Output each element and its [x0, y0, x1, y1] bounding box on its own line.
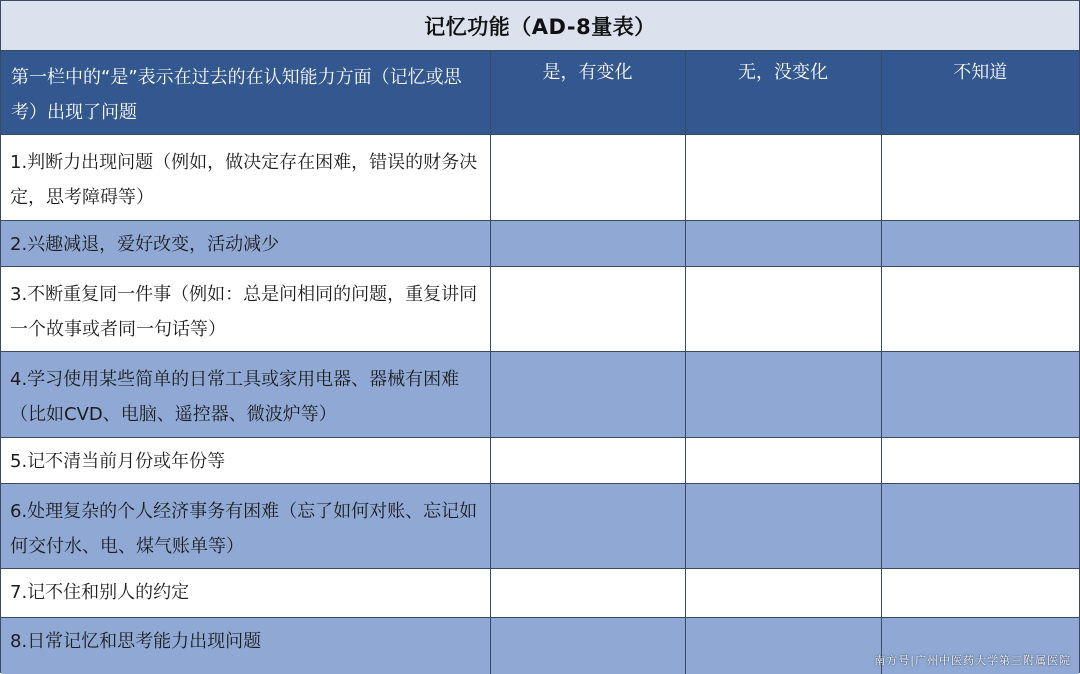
question-cell: 4.学习使用某些简单的日常工具或家用电器、器械有困难（比如CVD、电脑、遥控器、微波炉等） — [1, 351, 490, 437]
answer-cell-no[interactable] — [685, 437, 881, 483]
question-cell: 5.记不清当前月份或年份等 — [1, 437, 490, 483]
header-row — [1, 51, 1079, 134]
source-watermark: 南方号|广州中医药大学第三附属医院 — [874, 654, 1071, 667]
answer-cell-no[interactable] — [685, 220, 881, 266]
answer-cell-yes[interactable] — [490, 134, 685, 220]
option-header-unknown: 不知道 — [881, 51, 1079, 134]
answer-cell-yes[interactable] — [490, 351, 685, 437]
question-cell: 3.不断重复同一件事（例如：总是问相同的问题，重复讲同一个故事或者同一句话等） — [1, 266, 490, 351]
title-bar — [1, 1, 1079, 51]
table-title: 记忆功能（AD-8量表） — [424, 14, 656, 39]
answer-cell-unknown[interactable] — [881, 351, 1079, 437]
option-header-yes: 是，有变化 — [490, 51, 685, 134]
answer-cell-yes[interactable] — [490, 437, 685, 483]
table-row — [1, 568, 1079, 617]
answer-cell-no[interactable] — [685, 568, 881, 617]
answer-cell-no[interactable] — [685, 134, 881, 220]
answer-cell-unknown[interactable] — [881, 483, 1079, 568]
question-cell: 2.兴趣减退，爱好改变，活动减少 — [1, 220, 490, 266]
answer-cell-yes[interactable] — [490, 266, 685, 351]
table-row — [1, 220, 1079, 266]
question-cell: 1.判断力出现问题（例如，做决定存在困难，错误的财务决定，思考障碍等） — [1, 134, 490, 220]
table-row — [1, 437, 1079, 483]
question-cell: 7.记不住和别人的约定 — [1, 568, 490, 617]
answer-cell-no[interactable] — [685, 617, 881, 674]
table-row — [1, 483, 1079, 568]
answer-cell-unknown[interactable] — [881, 220, 1079, 266]
question-column-header: 第一栏中的“是”表示在过去的在认知能力方面（记忆或思考）出现了问题 — [1, 51, 490, 134]
answer-cell-no[interactable] — [685, 483, 881, 568]
answer-cell-unknown[interactable] — [881, 568, 1079, 617]
question-cell: 8.日常记忆和思考能力出现问题 — [1, 617, 490, 674]
answer-cell-yes[interactable] — [490, 617, 685, 674]
answer-cell-yes[interactable] — [490, 568, 685, 617]
ad8-table — [1, 51, 1079, 674]
table-row — [1, 266, 1079, 351]
answer-cell-no[interactable] — [685, 266, 881, 351]
answer-cell-yes[interactable] — [490, 483, 685, 568]
answer-cell-unknown[interactable] — [881, 134, 1079, 220]
option-header-no: 无，没变化 — [685, 51, 881, 134]
answer-cell-unknown[interactable] — [881, 266, 1079, 351]
table-row — [1, 134, 1079, 220]
question-cell: 6.处理复杂的个人经济事务有困难（忘了如何对账、忘记如何交付水、电、煤气账单等） — [1, 483, 490, 568]
answer-cell-yes[interactable] — [490, 220, 685, 266]
table-row — [1, 351, 1079, 437]
answer-cell-unknown[interactable] — [881, 437, 1079, 483]
answer-cell-no[interactable] — [685, 351, 881, 437]
